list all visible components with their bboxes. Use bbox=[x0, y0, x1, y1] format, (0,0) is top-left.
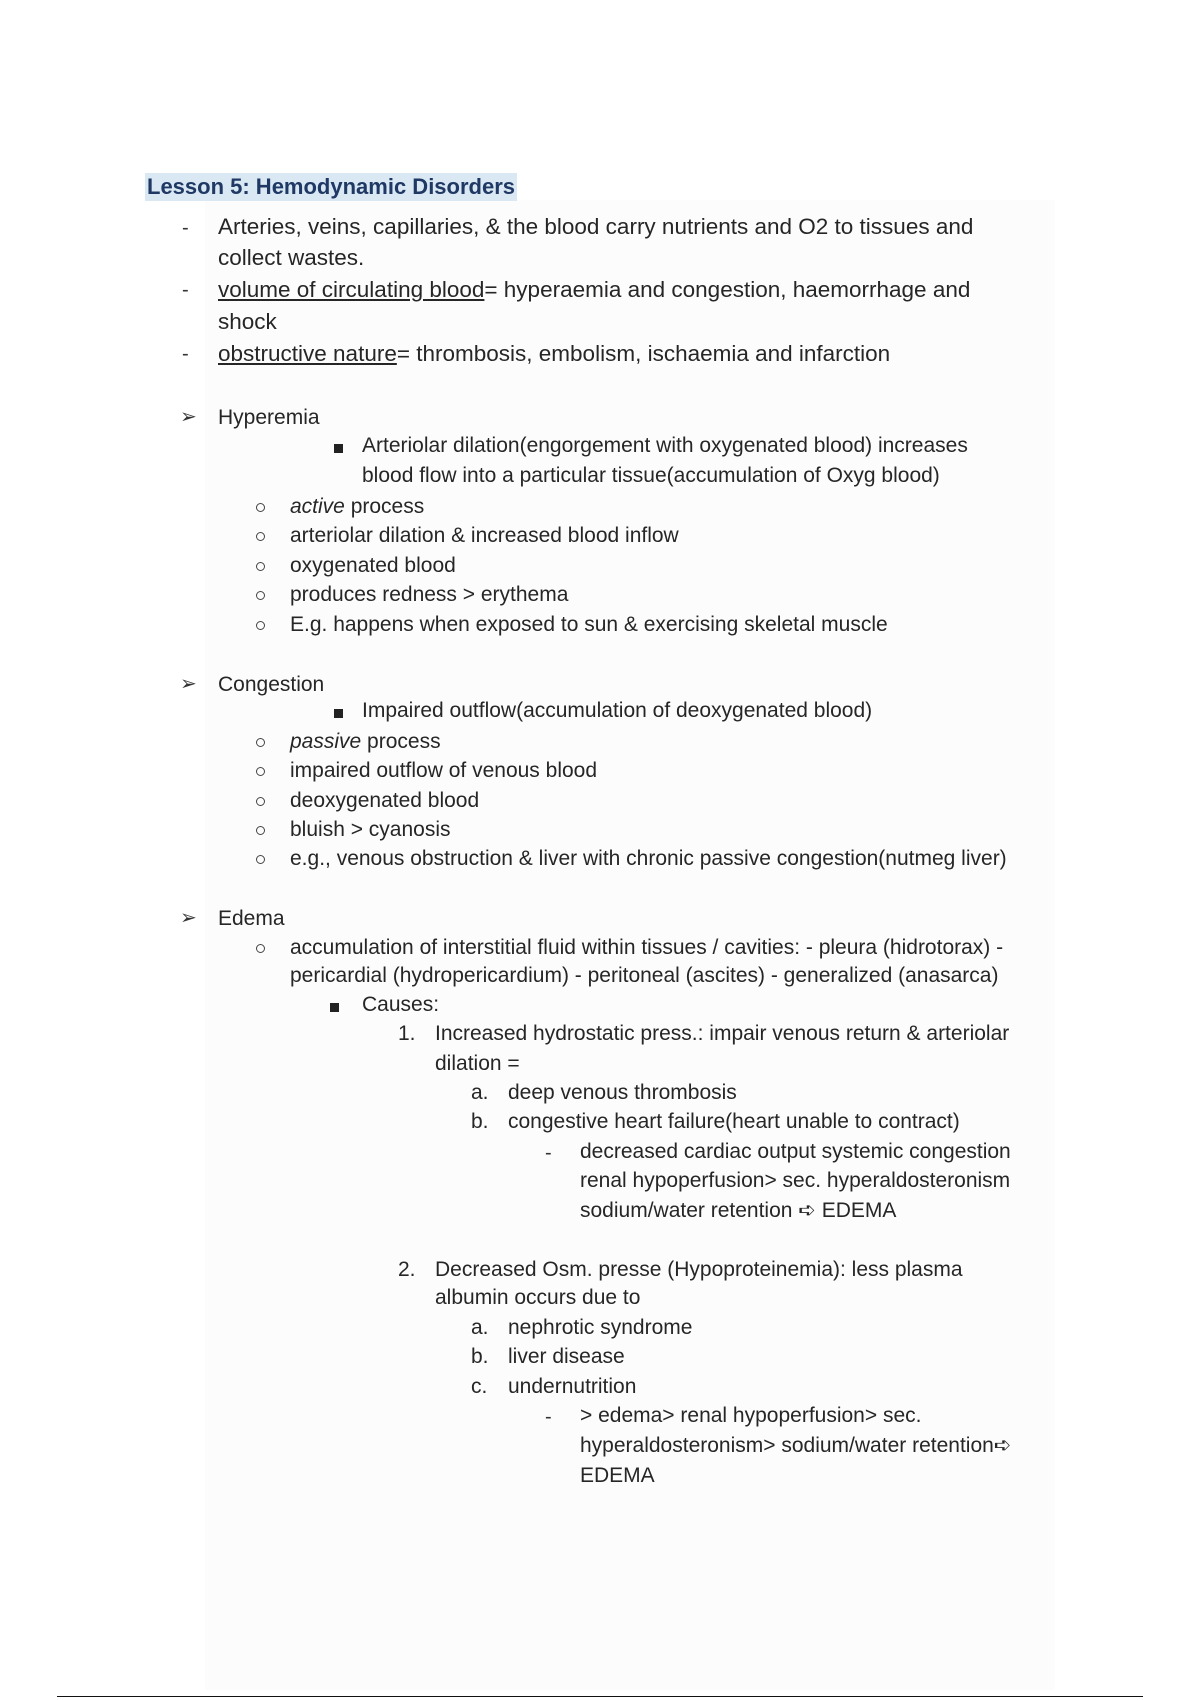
cause-number: 2. bbox=[398, 1258, 416, 1281]
cause-1-line-2: dilation = bbox=[435, 1052, 520, 1075]
square-bullet-icon bbox=[334, 709, 343, 718]
edema-causes-label: Causes: bbox=[362, 993, 440, 1016]
hyperemia-heading: Hyperemia bbox=[218, 406, 320, 429]
dash-marker: - bbox=[545, 1142, 552, 1164]
lesson-title: Lesson 5: Hemodynamic Disorders bbox=[147, 174, 516, 199]
hyperemia-item-4: produces redness > erythema bbox=[290, 583, 569, 606]
intro-bullet-3: obstructive nature= thrombosis, embolism, ischaemia and infarction bbox=[218, 341, 891, 366]
congestion-item-5: e.g., venous obstruction & liver with chronic passive congestion(nutmeg liver) bbox=[290, 847, 1007, 870]
circle-bullet-icon bbox=[256, 797, 265, 806]
intro-bullet-2-line-1: volume of circulating blood= hyperaemia and congestion, haemorrhage and bbox=[218, 277, 971, 302]
congestion-item-2: impaired outflow of venous blood bbox=[290, 759, 598, 782]
sub-letter: b. bbox=[471, 1110, 489, 1133]
circle-bullet-icon bbox=[256, 826, 265, 835]
edema-definition-line-1: accumulation of interstitial fluid within tissues / cavities: - pleura (hidrotorax) - bbox=[290, 936, 1004, 959]
circle-bullet-icon bbox=[256, 621, 265, 630]
cause-2-line-2: albumin occurs due to bbox=[435, 1286, 641, 1309]
square-bullet-icon bbox=[334, 444, 343, 453]
cause-1b-detail-line-1: decreased cardiac output systemic congestion bbox=[580, 1140, 1011, 1163]
circle-bullet-icon bbox=[256, 855, 265, 864]
dash-marker: - bbox=[182, 217, 189, 239]
bottom-divider bbox=[57, 1696, 1143, 1697]
cause-2a: nephrotic syndrome bbox=[508, 1316, 693, 1339]
sub-letter: a. bbox=[471, 1316, 489, 1339]
circle-bullet-icon bbox=[256, 562, 265, 571]
circle-bullet-icon bbox=[256, 591, 265, 600]
congestion-definition: Impaired outflow(accumulation of deoxygenated blood) bbox=[362, 699, 873, 722]
cause-1b-detail-line-3: sodium/water retention ➪ EDEMA bbox=[580, 1199, 897, 1222]
arrow-bullet-icon: ➢ bbox=[180, 673, 197, 695]
circle-bullet-icon bbox=[256, 944, 265, 953]
hyperemia-definition-line-2: blood flow into a particular tissue(accumulation of Oxyg blood) bbox=[362, 464, 940, 487]
cause-2c-detail-line-1: > edema> renal hypoperfusion> sec. bbox=[580, 1404, 922, 1427]
cause-1b: congestive heart failure(heart unable to contract) bbox=[508, 1110, 960, 1133]
hyperemia-item-1: active process bbox=[290, 495, 425, 518]
congestion-heading: Congestion bbox=[218, 673, 325, 696]
cause-1a: deep venous thrombosis bbox=[508, 1081, 737, 1104]
hyperemia-item-3: oxygenated blood bbox=[290, 554, 456, 577]
cause-2c-detail-line-2: hyperaldosteronism> sodium/water retention➪ bbox=[580, 1434, 1012, 1457]
edema-heading: Edema bbox=[218, 907, 285, 930]
square-bullet-icon bbox=[330, 1003, 339, 1012]
circle-bullet-icon bbox=[256, 767, 265, 776]
circle-bullet-icon bbox=[256, 738, 265, 747]
circle-bullet-icon bbox=[256, 503, 265, 512]
cause-1-line-1: Increased hydrostatic press.: impair venous return & arteriolar bbox=[435, 1022, 1010, 1045]
underlined-term: obstructive nature bbox=[218, 341, 397, 366]
intro-bullet-1-line-1: Arteries, veins, capillaries, & the blood carry nutrients and O2 to tissues and bbox=[218, 214, 974, 239]
dash-marker: - bbox=[182, 279, 189, 301]
cause-2c: undernutrition bbox=[508, 1375, 637, 1398]
congestion-item-4: bluish > cyanosis bbox=[290, 818, 451, 841]
hyperemia-definition-line-1: Arteriolar dilation(engorgement with oxygenated blood) increases bbox=[362, 434, 968, 457]
dash-marker: - bbox=[545, 1406, 552, 1428]
cause-2c-detail-line-3: EDEMA bbox=[580, 1464, 655, 1487]
cause-number: 1. bbox=[398, 1022, 416, 1045]
underlined-term: volume of circulating blood bbox=[218, 277, 485, 302]
arrow-bullet-icon: ➢ bbox=[180, 907, 197, 929]
cause-2b: liver disease bbox=[508, 1345, 625, 1368]
cause-1b-detail-line-2: renal hypoperfusion> sec. hyperaldosteronism bbox=[580, 1169, 1011, 1192]
sub-letter: b. bbox=[471, 1345, 489, 1368]
intro-bullet-1-line-2: collect wastes. bbox=[218, 245, 365, 270]
circle-bullet-icon bbox=[256, 532, 265, 541]
intro-bullet-2-line-2: shock bbox=[218, 309, 277, 334]
sub-letter: c. bbox=[471, 1375, 488, 1398]
hyperemia-item-2: arteriolar dilation & increased blood inflow bbox=[290, 524, 679, 547]
edema-definition-line-2: pericardial (hydropericardium) - peritoneal (ascites) - generalized (anasarca) bbox=[290, 964, 999, 987]
congestion-item-1: passive process bbox=[290, 730, 441, 753]
sub-letter: a. bbox=[471, 1081, 489, 1104]
dash-marker: - bbox=[182, 343, 189, 365]
arrow-bullet-icon: ➢ bbox=[180, 406, 197, 428]
congestion-item-3: deoxygenated blood bbox=[290, 789, 480, 812]
cause-2-line-1: Decreased Osm. presse (Hypoproteinemia): less plasma bbox=[435, 1258, 963, 1281]
hyperemia-item-5: E.g. happens when exposed to sun & exercising skeletal muscle bbox=[290, 613, 888, 636]
